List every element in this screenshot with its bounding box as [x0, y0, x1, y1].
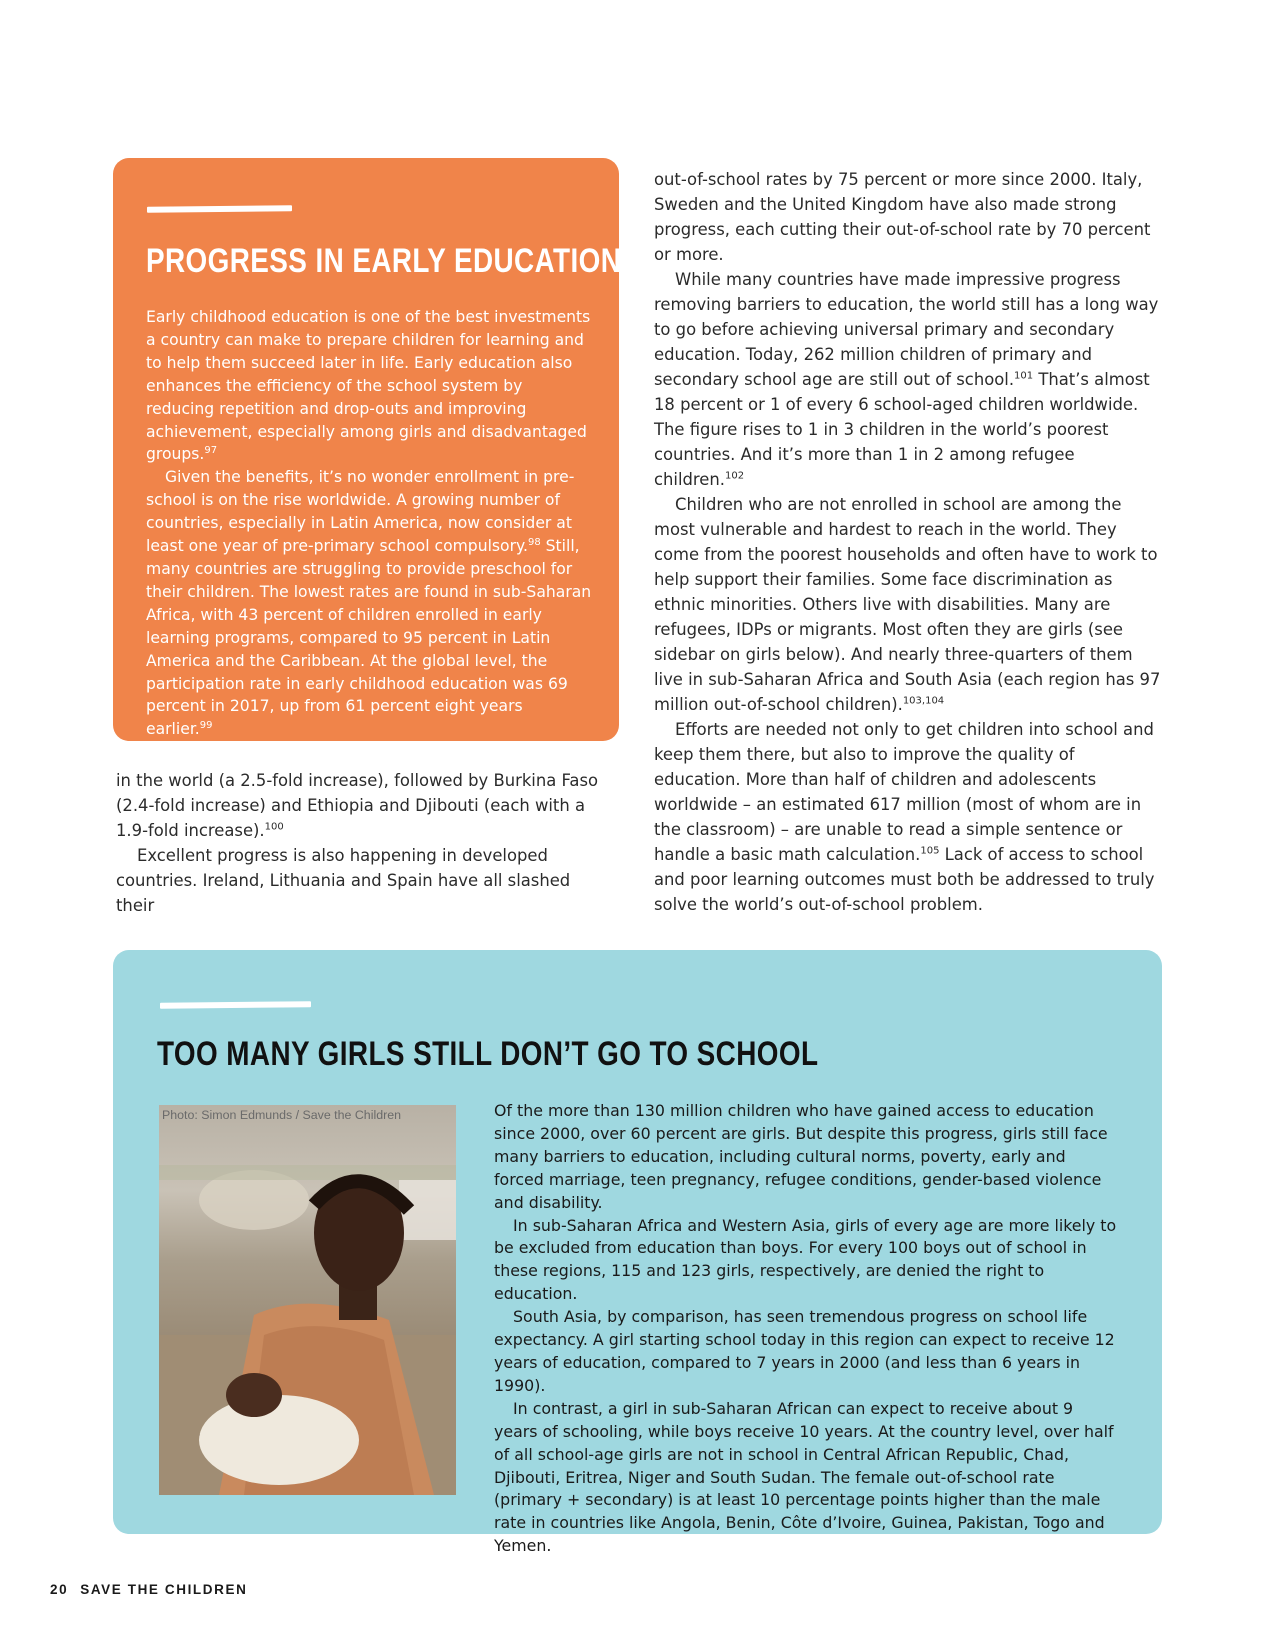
body-paragraph: Excellent progress is also happening in developed countries. Ireland, Lithuania and Spain have all slashed their: [116, 846, 571, 915]
sidebar-paragraph: Given the benefits, it’s no wonder enrollment in pre-school is on the rise worldwide. A growing number of countries, especially in Latin America, now consider at least one year of pre-primary school compulsory.$^{98}$ Still, many countries are struggling to provide preschool for their children. The lowest rates are found in sub-Saharan Africa, with 43 percent of children enrolled in early learning programs, compared to 95 percent in Latin America and the Caribbean. At the global level, the participation rate in early childhood education was 69 percent in 2017, up from 61 percent eight years earlier.$^{99}$: [146, 468, 592, 739]
footnote-ref: 103,104: [902, 695, 945, 707]
left-column: [116, 768, 604, 918]
photo-illustration: [159, 1105, 456, 1495]
footnote-ref: 98: [527, 536, 541, 548]
sidebar-paragraph: In contrast, a girl in sub-Saharan African can expect to receive about 9 years of schooling, while boys receive 10 years. At the country level, over half of all school-age girls are not in school in Central African Republic, Chad, Djibouti, Eritrea, Niger and South Sudan. The female out-of-school rate (primary + secondary) is at least 10 percentage points higher than the male rate in countries like Angola, Benin, Côte d’Ivoire, Guinea, Pakistan, Togo and Yemen.: [494, 1398, 1114, 1556]
sidebar-paragraph: South Asia, by comparison, has seen tremendous progress on school life expectancy. A girl starting school today in this region can expect to receive 12 years of education, compared to 7 years in 2000 (and less than 6 years in 1990).: [494, 1307, 1115, 1395]
body-paragraph: Efforts are needed not only to get children into school and keep them there, but also to improve the quality of education. More than half of children and adolescents worldwide – an estimated 617 million (most of whom are in the classroom) – are unable to read a simple sentence or handle a basic math calculation.$^{105}$ Lack of access to school and poor learning outcomes must both be addressed to truly solve the world’s out-of-school problem.: [654, 720, 1155, 914]
page-number: 20: [50, 1582, 69, 1597]
body-paragraph: out-of-school rates by 75 percent or more since 2000. Italy, Sweden and the United Kingdom have also made strong progress, each cutting their out-of-school rate by 70 percent or more.: [654, 170, 1151, 264]
right-column: [654, 167, 1164, 917]
body-paragraph: While many countries have made impressive progress removing barriers to education, the world still has a long way to go before achieving universal primary and secondary education. Today, 262 million children of primary and secondary school age are still out of school.$^{101}$ That’s almost 18 percent or 1 of every 6 school-aged children worldwide. The figure rises to 1 in 3 children in the world’s poorest countries. And it’s more than 1 in 2 among refugee children.$^{102}$: [654, 270, 1159, 489]
sidebar-body: [146, 306, 593, 741]
footnote-ref: 102: [724, 470, 745, 482]
photo-credit: Photo: Simon Edmunds / Save the Children: [162, 1108, 401, 1122]
sidebar-body: [494, 1100, 1119, 1558]
footnote-ref: 100: [264, 821, 284, 833]
sidebar-paragraph: In sub-Saharan Africa and Western Asia, girls of every age are more likely to be excluded from education than boys. For every 100 boys out of school in these regions, 115 and 123 girls, respectively, are denied the right to education.: [494, 1215, 1117, 1304]
body-paragraph: in the world (a 2.5-fold increase), followed by Burkina Faso (2.4-fold increase) and Ethiopia and Djibouti (each with a 1.9-fold increase).$^{100}$: [116, 771, 599, 840]
footnote-ref: 99: [199, 720, 213, 732]
publication-name: SAVE THE CHILDREN: [80, 1582, 248, 1597]
accent-bar: [147, 205, 292, 213]
footnote-ref: 101: [1014, 370, 1034, 382]
page-footer: [50, 1582, 247, 1597]
accent-bar: [160, 1001, 311, 1009]
early-education-sidebar: [113, 158, 622, 741]
photo-mother-and-baby: [159, 1105, 456, 1495]
body-paragraph: Children who are not enrolled in school are among the most vulnerable and hardest to reach in the world. They come from the poorest households and often have to work to help support their families. Some face discrimination as ethnic minorities. Others live with disabilities. Many are refugees, IDPs or migrants. Most often they are girls (see sidebar on girls below). And nearly three-quarters of them live in sub-Saharan Africa and South Asia (each region has 97 million out-of-school children).$^{103,104}$: [654, 495, 1161, 714]
footnote-ref: 105: [920, 845, 940, 857]
sidebar-heading: TOO MANY GIRLS STILL DON’T GO TO SCHOOL: [157, 1035, 819, 1073]
sidebar-paragraph: Early childhood education is one of the best investments a country can make to prepare children for learning and to help them succeed later in life. Early education also enhances the efficiency of the school system by reducing repetition and drop-outs and improving achievement, especially among girls and disadvantaged groups.$^{97}$: [146, 308, 591, 464]
footnote-ref: 97: [204, 445, 218, 457]
girls-education-sidebar: [113, 950, 1162, 1556]
sidebar-paragraph: Of the more than 130 million children who have gained access to education since 2000, over 60 percent are girls. But despite this progress, girls still face many barriers to education, including cultural norms, poverty, early and forced marriage, teen pregnancy, refugee conditions, gender-based violence and disability.: [494, 1101, 1108, 1212]
sidebar-heading: PROGRESS IN EARLY EDUCATION: [146, 242, 622, 280]
